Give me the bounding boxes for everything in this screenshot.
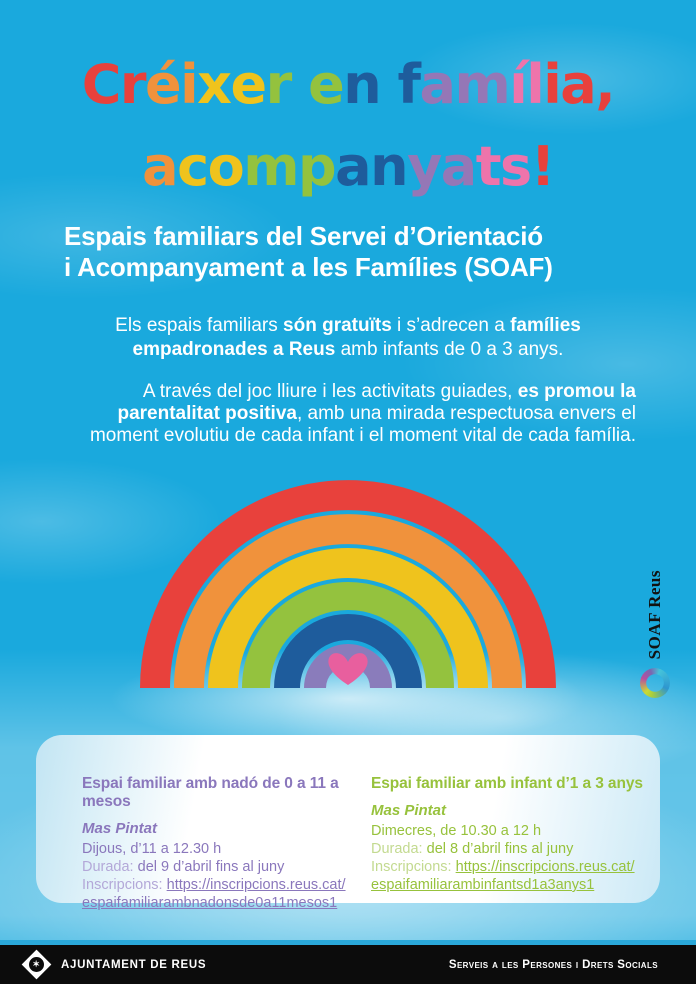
reus-coat-of-arms-icon [22,950,52,980]
duration-value: del 8 d’abril fins al juny [426,841,574,857]
inscription-link-part1[interactable]: https://inscripcions.reus.cat/ [455,859,635,875]
poster-title [0,44,696,208]
subtitle-line-2: i Acompanyament a les Famílies (SOAF) [64,252,553,282]
event-inscriptions [82,876,371,894]
duration-label: Durada: [371,841,423,857]
description-line-1: A través del joc lliure i les activitats guiades, es promou la [142,381,636,402]
event-venue: Mas Pintat [82,820,158,837]
title-line-2: acompanyats! [142,135,554,198]
inscriptions-label: Inscripcions: [82,877,163,893]
description-paragraph [40,381,636,447]
event-inscriptions-wrap [82,894,371,912]
soaf-reus-label: SOAF Reus [645,570,664,660]
inscription-link-part2[interactable]: espaifamiliarambnadonsde0a11mesos1 [82,895,338,911]
footer-bar [0,940,696,984]
event-card-nado [82,775,371,911]
ajuntament-label: AJUNTAMENT DE REUS [61,958,207,971]
event-duration [371,840,660,858]
intro-paragraph [40,314,656,362]
event-schedule: Dimecres, de 10.30 a 12 h [371,823,542,839]
intro-line-2: empadronades a Reus amb infants de 0 a 3 anys. [132,339,564,360]
event-card-infant [371,775,660,903]
soaf-ring-icon [640,668,670,698]
events-panel [36,735,660,911]
reus-emblem-star-icon: ✶ [29,957,44,972]
title-line-1: Créixer en família, [81,53,615,116]
event-title: Espai familiar amb infant d’1 a 3 anys [371,775,643,792]
inscriptions-label: Inscripcions: [371,859,452,875]
subtitle-line-1: Espais familiars del Servei d’Orientació [64,221,543,251]
event-venue: Mas Pintat [371,802,447,819]
inscription-link-part1[interactable]: https://inscripcions.reus.cat/ [166,877,346,893]
inscription-link-part2[interactable]: espaifamiliarambinfantsd1a3anys1 [371,877,595,893]
event-title: Espai familiar amb nadó de 0 a 11 a mesos [82,775,339,810]
intro-line-1: Els espais familiars són gratuïts i s’adrecen a famílies [115,315,581,336]
rainbow-illustration [138,478,558,688]
duration-value: del 9 d’abril fins al juny [137,859,285,875]
subtitle [64,221,656,283]
department-label: Serveis a les Persones i Drets Socials [448,958,658,971]
description-line-2: parentalitat positiva, amb una mirada respectuosa envers el [117,403,636,424]
event-schedule: Dijous, d’11 a 12.30 h [82,841,222,857]
event-duration [82,858,371,876]
soaf-logo-block [634,570,676,698]
footer-left [26,954,206,975]
event-inscriptions-wrap [371,876,660,894]
description-line-3: moment evolutiu de cada infant i el moment vital de cada família. [89,425,636,446]
duration-label: Durada: [82,859,134,875]
event-inscriptions [371,858,660,876]
